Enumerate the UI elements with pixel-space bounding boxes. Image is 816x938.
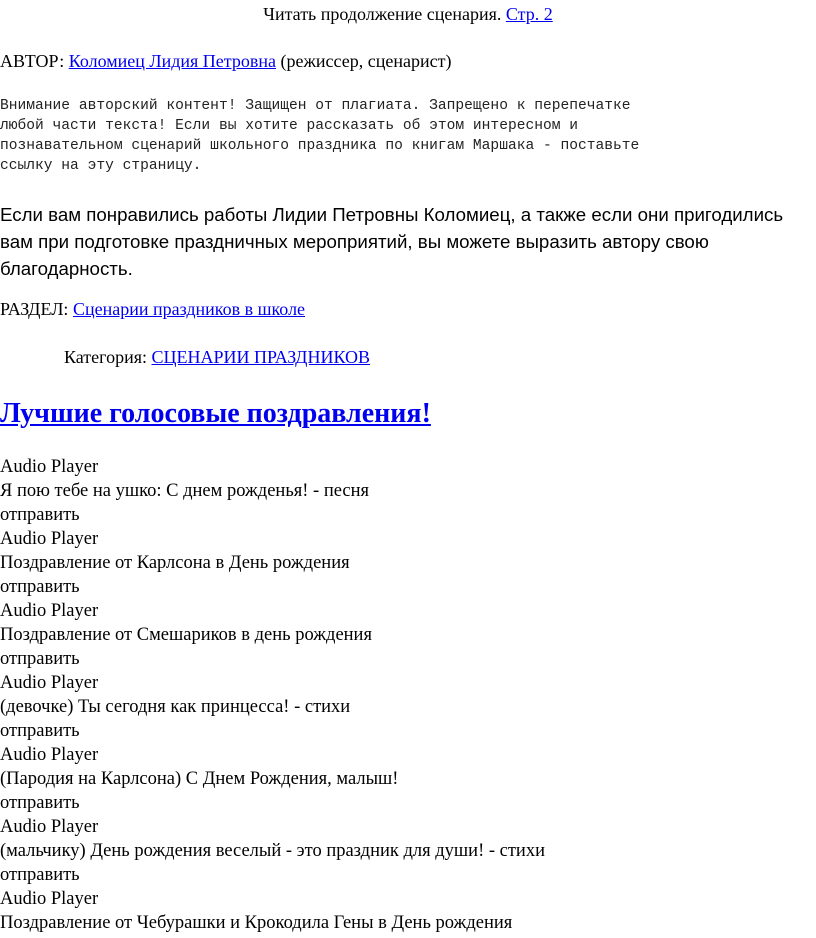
author-role: (режиссер, сценарист) [280, 51, 452, 71]
audio-player-label[interactable]: Audio Player [0, 889, 99, 909]
track-title: (мальчику) День рождения веселый - это праздник для души! - стихи [0, 841, 545, 861]
send-link[interactable]: отправить [0, 505, 80, 525]
track-title: (девочке) Ты сегодня как принцесса! - стихи [0, 697, 351, 717]
audio-player-label[interactable]: Audio Player [0, 745, 99, 765]
notice-line: любой части текста! Если вы хотите рассказать об этом интересном и [0, 118, 579, 134]
send-link[interactable]: отправить [0, 649, 80, 669]
thanks-paragraph [0, 201, 812, 282]
page-2-link[interactable]: Стр. 2 [505, 4, 553, 24]
audio-player-label[interactable]: Audio Player [0, 601, 99, 621]
audio-player-label[interactable]: Audio Player [0, 457, 99, 477]
section-link[interactable]: Сценарии праздников в школе [72, 299, 306, 319]
send-link[interactable]: отправить [0, 577, 80, 597]
continue-reading-text: Читать продолжение сценария. [263, 4, 502, 24]
track-title: Я пою тебе на ушко: С днем рожденья! - песня [0, 481, 370, 501]
audio-player-label[interactable]: Audio Player [0, 817, 99, 837]
track-title: (Пародия на Карлсона) С Днем Рождения, малыш! [0, 769, 399, 789]
track-title: Поздравление от Чебурашки и Крокодила Гены в День рождения [0, 913, 513, 933]
author-line [0, 49, 451, 73]
category-label: Категория: [64, 347, 147, 367]
page-heading[interactable] [0, 393, 431, 435]
notice-line: ссылку на эту страницу. [0, 158, 202, 174]
track-title: Поздравление от Смешариков в день рождения [0, 625, 372, 645]
thanks-line: вам при подготовке праздничных мероприятий, вы можете выразить автору свою [0, 231, 709, 252]
author-name-link[interactable]: Коломиец Лидия Петровна [68, 51, 276, 71]
section-label: РАЗДЕЛ: [0, 299, 69, 319]
thanks-line: благодарность. [0, 258, 133, 279]
audio-player-label[interactable]: Audio Player [0, 673, 99, 693]
track-title: Поздравление от Карлсона в День рождения [0, 553, 350, 573]
author-label: АВТОР: [0, 51, 65, 71]
copyright-notice [0, 96, 800, 176]
send-link[interactable]: отправить [0, 865, 80, 885]
send-link[interactable]: отправить [0, 793, 80, 813]
audio-player-label[interactable]: Audio Player [0, 529, 99, 549]
category-line [64, 345, 370, 369]
audio-player-list [0, 455, 545, 935]
category-link[interactable]: СЦЕНАРИИ ПРАЗДНИКОВ [151, 347, 371, 367]
section-line [0, 297, 305, 321]
send-link[interactable]: отправить [0, 721, 80, 741]
thanks-line: Если вам понравились работы Лидии Петровны Коломиец, а также если они пригодились [0, 204, 784, 225]
heading-link[interactable]: Лучшие голосовые поздравления! [0, 398, 431, 429]
notice-line: Внимание авторский контент! Защищен от плагиата. Запрещено к перепечатке [0, 98, 631, 114]
continue-reading-line [0, 2, 816, 26]
notice-line: познавательном сценарий школьного праздника по книгам Маршака - поставьте [0, 138, 640, 154]
